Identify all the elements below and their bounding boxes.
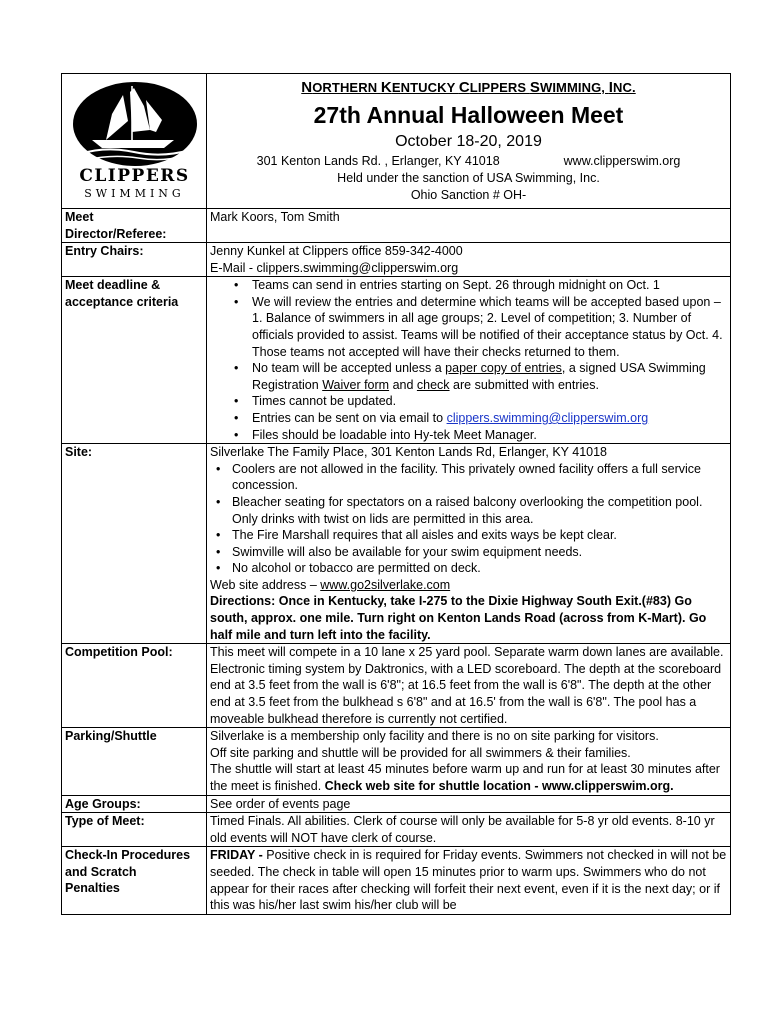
waiver-form-link[interactable]: Waiver form bbox=[322, 377, 390, 392]
organization-name: NORTHERN KENTUCKY CLIPPERS SWIMMING, INC. bbox=[301, 79, 636, 96]
meet-date: October 18-20, 2019 bbox=[395, 133, 542, 150]
logo-text-swimming: SWIMMING bbox=[84, 187, 185, 200]
site-value: Silverlake The Family Place, 301 Kenton Lands Rd, Erlanger, KY 41018 • Coolers are not allowed in the facility. This privately owned facility offers a full service concession. • Bleacher seating for spectators on a raised balcony overlooking the competition pool. Only drinks with twist on lids are permitted in this area. • The Fire Marshall requires that all aisles and exits ways be kept clear. • Swimville will also be available for your swim equipment needs. • No alcohol or tobacco are permitted on deck. Web site address – www.go2silverlake.com Directions: Once in Kentucky, take I-275 to the Dixie Highway South Exit.(#83) Go south, approx. one mile. Turn right on Kenton Lands Road (across from K-Mart). Go half mile and turn left into the facility. bbox=[207, 444, 731, 644]
list-item: • Bleacher seating for spectators on a raised balcony overlooking the competition pool. Only drinks with twist on lids are permitted in this area. bbox=[232, 494, 727, 527]
list-item: • The Fire Marshall requires that all aisles and exits ways be kept clear. bbox=[232, 527, 727, 544]
entry-value: Jenny Kunkel at Clippers office 859-342-4000 E-Mail - clippers.swimming@clipperswim.org bbox=[207, 243, 731, 277]
list-item: • Times cannot be updated. bbox=[252, 393, 727, 410]
age-label: Age Groups: bbox=[62, 795, 207, 813]
pool-label: Competition Pool: bbox=[62, 644, 207, 728]
list-item: • No team will be accepted unless a paper copy of entries, a signed USA Swimming Registration Waiver form and check are submitted with entries. bbox=[252, 360, 727, 393]
check-link[interactable]: check bbox=[416, 377, 450, 392]
pool-value: This meet will compete in a 10 lane x 25 yard pool. Separate warm down lanes are available. Electronic timing system by Daktronics, with a LED scoreboard. The depth at the scoreboard end at 3.5 feet from the wall is 6'8"; at 16.5 feet from the wall is 6'8". The depth at the other end at 3.5 feet from the bulkhead s 6'8" and at 16.5' from the wall is 6'8". The pool has a moveable bulkhead therefore is currently not certified. bbox=[207, 644, 731, 728]
address: 301 Kenton Lands Rd. , Erlanger, KY 41018 bbox=[256, 154, 500, 168]
directions: Directions: Once in Kentucky, take I-275 to the Dixie Highway South Exit.(#83) Go south, approx. one mile. Turn right on Kenton Lands Road (across from K-Mart). Go half mile and turn left into the facility. bbox=[210, 594, 707, 642]
logo-text-clippers: CLIPPERS bbox=[79, 166, 190, 186]
director-row bbox=[62, 209, 731, 243]
meet-title: 27th Annual Halloween Meet bbox=[313, 102, 624, 128]
director-value: Mark Koors, Tom Smith bbox=[207, 209, 731, 243]
ohio-sanction: Ohio Sanction # OH- bbox=[410, 188, 527, 202]
address-line bbox=[210, 153, 727, 169]
email-link[interactable]: clippers.swimming@clipperswim.org bbox=[446, 410, 649, 425]
type-value: Timed Finals. All abilities. Clerk of course will only be available for 5-8 yr old events. 8-10 yr old events will NOT have clerk of course. bbox=[207, 813, 731, 847]
sanction-line: Held under the sanction of USA Swimming, Inc. bbox=[337, 171, 600, 185]
deadline-value bbox=[207, 277, 731, 444]
parking-row bbox=[62, 728, 731, 795]
parking-value: Silverlake is a membership only facility and there is no on site parking for visitors. Off site parking and shuttle will be provided for all swimmers & their families. The shuttle will start at least 45 minutes before warm up and run for at least 30 minutes after the meet is finished. Check web site for shuttle location - www.clipperswim.org. bbox=[207, 728, 731, 795]
silverlake-link[interactable]: www.go2silverlake.com bbox=[320, 577, 451, 592]
age-value: See order of events page bbox=[207, 795, 731, 813]
site-row bbox=[62, 444, 731, 644]
list-item: • Entries can be sent on via email to clippers.swimming@clipperswim.org bbox=[252, 410, 727, 427]
entry-row bbox=[62, 243, 731, 277]
site-label: Site: bbox=[62, 444, 207, 644]
logo-cell bbox=[62, 74, 207, 209]
pool-row bbox=[62, 644, 731, 728]
list-item: • We will review the entries and determine which teams will be accepted based upon – 1. Balance of swimmers in all age groups; 2. Level of competition; 3. Number of officials provided to assist. Teams will be notified of their acceptance status by Oct. 4. Those teams not accepted will have their checks returned to them. bbox=[252, 294, 727, 360]
type-row bbox=[62, 813, 731, 847]
checkin-label: Check-In Procedures and Scratch Penalties bbox=[62, 847, 207, 914]
list-item: • Coolers are not allowed in the facility. This privately owned facility offers a full service concession. bbox=[232, 461, 727, 494]
website: www.clipperswim.org bbox=[563, 154, 681, 168]
type-label: Type of Meet: bbox=[62, 813, 207, 847]
header-row bbox=[62, 74, 731, 209]
deadline-row bbox=[62, 277, 731, 444]
checkin-value: FRIDAY - Positive check in is required for Friday events. Swimmers not checked in will not be seeded. The check in table will open 15 minutes prior to warm ups. Swimmers who do not appear for their races after checking will forfeit their next event, even if it is the next day; or if this was his/her last swim his/her club will be bbox=[207, 847, 731, 914]
clippers-logo bbox=[62, 74, 207, 208]
list-item: • Teams can send in entries starting on Sept. 26 through midnight on Oct. 1 bbox=[252, 277, 727, 294]
deadline-list bbox=[210, 277, 727, 443]
meet-info-page bbox=[61, 73, 731, 915]
header-cell bbox=[207, 74, 731, 209]
paper-copy-link[interactable]: paper copy of entries bbox=[445, 361, 562, 376]
parking-label: Parking/Shuttle bbox=[62, 728, 207, 795]
list-item: • No alcohol or tobacco are permitted on deck. bbox=[232, 560, 727, 577]
age-row bbox=[62, 795, 731, 813]
meet-info-table bbox=[61, 73, 731, 915]
director-label: Meet Director/Referee: bbox=[62, 209, 207, 243]
entry-label: Entry Chairs: bbox=[62, 243, 207, 277]
list-item: • Files should be loadable into Hy-tek Meet Manager. bbox=[252, 427, 727, 444]
deadline-label: Meet deadline & acceptance criteria bbox=[62, 277, 207, 444]
list-item: • Swimville will also be available for your swim equipment needs. bbox=[232, 544, 727, 561]
checkin-row bbox=[62, 847, 731, 914]
site-list bbox=[210, 461, 727, 577]
